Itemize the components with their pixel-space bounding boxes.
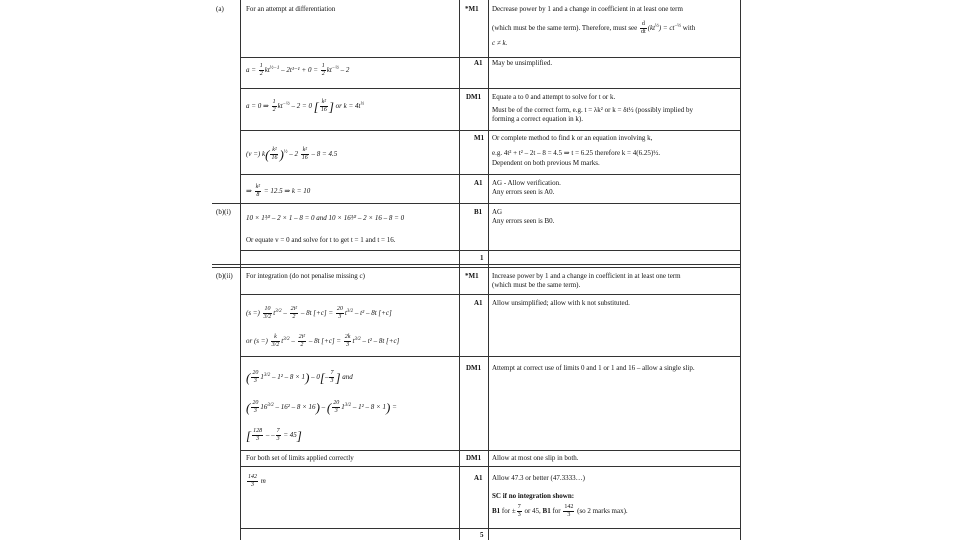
a-row2-mark: A1 bbox=[474, 59, 483, 67]
row-divider bbox=[240, 174, 740, 175]
a-row1-work: For an attempt at differentiation bbox=[246, 5, 336, 13]
bii-row3-mark: DM1 bbox=[466, 364, 482, 372]
bi-total: 1 bbox=[480, 254, 484, 262]
a-row2-work: a = $\frac{1}{2}$ $kt^{\frac{1}{2}-1} - 2t^{1-1} + 0$ = $\frac{1}{2}$ $kt^{-\frac{1}{2}} - 2$ bbox=[246, 63, 350, 77]
row-divider bbox=[240, 250, 740, 251]
bii-row3-guidance: Attempt at correct use of limits 0 and 1 or 1 and 16 – allow a single slip. bbox=[492, 364, 695, 372]
bii-row3-work-1: ( $\frac{20}{3}$ $1^{3/2} - 1^2 - 8 \times 1) - 0[-$ $\frac{7}{3}$ ] and bbox=[246, 370, 353, 385]
a-row1-guidance-2: (which must be the same term). Therefore, must see $\frac{d}{dt}$ $(kt^{\frac{1}{2}}) = ct^{-\frac{1}{2}}$ with bbox=[492, 21, 696, 35]
row-divider bbox=[212, 267, 740, 268]
bii-row4-mark: DM1 bbox=[466, 454, 482, 462]
a-row5-guidance-1: AG - Allow verification. bbox=[492, 179, 561, 187]
guidance-text: (which must be the same term). Therefore, must see bbox=[492, 24, 638, 33]
part-label-a: (a) bbox=[216, 5, 224, 13]
divider-right-edge bbox=[740, 0, 741, 540]
row-divider bbox=[240, 466, 740, 467]
bii-row1-work: For integration (do not penalise missing c) bbox=[246, 272, 365, 280]
part-label-bii: (b)(ii) bbox=[216, 272, 233, 280]
a-row3-guidance-2: Must be of the correct form, e.g. t = λk² or k = δt½ (possibly implied by bbox=[492, 106, 693, 114]
row-divider bbox=[212, 264, 740, 265]
a-row3-mark: DM1 bbox=[466, 93, 482, 101]
bii-row1-guidance-2: (which must be the same term). bbox=[492, 281, 581, 289]
bii-row2-guidance: Allow unsimplified; allow with k not substituted. bbox=[492, 299, 630, 307]
a-row4-guidance-2: e.g. 4t² + t² – 2t – 8 = 4.5 ⇒ t = 6.25 therefore k = 4(6.25)½. bbox=[492, 149, 661, 157]
row-divider bbox=[212, 203, 740, 204]
a-row4-work: (v =) k( $\frac{\text{k²}}{16}$ )$^{\frac{1}{2}}$ – 2 $\frac{\text{k²}}{16}$ – 8 = 4.5 bbox=[246, 147, 338, 162]
row-divider bbox=[240, 294, 740, 295]
a-row5-guidance-2: Any errors seen is A0. bbox=[492, 188, 555, 196]
row-divider bbox=[240, 450, 740, 451]
row-divider bbox=[240, 356, 740, 357]
divider-mark-left bbox=[459, 0, 460, 540]
a-row1-guidance-1: Decrease power by 1 and a change in coefficient in at least one term bbox=[492, 5, 683, 13]
divider-mark-right bbox=[488, 0, 489, 540]
a-row5-work: ⇒ $\frac{\text{k²}}{8}$ = 12.5 ⇒ k = 10 bbox=[246, 184, 311, 198]
bi-work-2: Or equate v = 0 and solve for t to get t = 1 and t = 16. bbox=[246, 236, 396, 244]
bi-mark: B1 bbox=[474, 208, 483, 216]
divider-work-left bbox=[240, 0, 241, 540]
a-row1-guidance-3: c ≠ k. bbox=[492, 39, 508, 47]
bii-row5-sc-detail: B1 for ± $\frac{7}{3}$ or 45, B1 for $\frac{142}{3}$ (so 2 marks max). bbox=[492, 504, 628, 518]
row-divider bbox=[240, 528, 740, 529]
guidance-math: (kt bbox=[647, 24, 656, 33]
a-row3-work: a = 0 ⇒ $\frac{1}{2}$ $kt^{-\frac{1}{2}} - 2 = 0$ [ $\frac{\text{k²}}{16}$ ] or $k = 4t^{\frac{1}{2}}$ bbox=[246, 99, 365, 114]
a-row4-mark: M1 bbox=[474, 134, 485, 142]
bii-row4-guidance: Allow at most one slip in both. bbox=[492, 454, 579, 462]
bii-row2-work-1: (s =) $\frac{10}{3/2}$ $t^{3/2}$ – $\frac{\text{2t²}}{2}$ – 8t [+c] = $\frac{20}{3}$ $t^{3/2} - t^2 - 8t$ [+c] bbox=[246, 306, 392, 320]
a-row3-guidance-1: Equate a to 0 and attempt to solve for t or k. bbox=[492, 93, 616, 101]
row-divider bbox=[240, 130, 740, 131]
a-row1-mark: *M1 bbox=[465, 5, 479, 13]
a-row2-guidance: May be unsimplified. bbox=[492, 59, 553, 67]
row-divider bbox=[240, 88, 740, 89]
bii-row2-work-2: or (s =) $\frac{k}{3/2}$ $t^{3/2}$ – $\frac{\text{2t²}}{2}$ – 8t [+c] = $\frac{2k}{3}$ $t^{3/2} - t^2 - 8t$ [+c] bbox=[246, 334, 400, 348]
bii-row1-guidance-1: Increase power by 1 and a change in coefficient in at least one term bbox=[492, 272, 681, 280]
bii-row2-mark: A1 bbox=[474, 299, 483, 307]
bii-total: 5 bbox=[480, 531, 484, 539]
bi-work-1: 10 × 1³⁄² – 2 × 1 – 8 = 0 and 10 × 16³⁄² – 2 × 16 – 8 = 0 bbox=[246, 214, 405, 222]
a-row5-mark: A1 bbox=[474, 179, 483, 187]
a-row3-guidance-3: forming a correct equation in k). bbox=[492, 115, 583, 123]
bii-row1-mark: *M1 bbox=[465, 272, 479, 280]
guidance-text: with bbox=[682, 24, 696, 33]
bii-row4-work: For both set of limits applied correctly bbox=[246, 454, 354, 462]
bii-row5-mark: A1 bbox=[474, 474, 483, 482]
fraction-d-dt: $\frac{d}{dt}$ bbox=[641, 21, 646, 35]
bii-row5-work: $\frac{142}{3}$ m bbox=[248, 474, 266, 488]
bi-guidance-2: Any errors seen is B0. bbox=[492, 217, 555, 225]
bi-guidance-1: AG bbox=[492, 208, 503, 216]
bii-row5-sc-heading: SC if no integration shown: bbox=[492, 492, 575, 500]
a-row4-guidance-1: Or complete method to find k or an equation involving k, bbox=[492, 134, 653, 142]
row-divider bbox=[240, 57, 740, 58]
part-label-bi: (b)(i) bbox=[216, 208, 231, 216]
a-row4-guidance-3: Dependent on both previous M marks. bbox=[492, 159, 600, 167]
bii-row5-guidance-1: Allow 47.3 or better (47.3333…) bbox=[492, 474, 585, 482]
guidance-math: ) = ct bbox=[658, 24, 675, 33]
bii-row3-work-2: ( $\frac{20}{3}$ $16^{3/2} - 16^2 - 8 \times 16$) – ( $\frac{20}{3}$ $1^{3/2} - 1^2 - 8 \times 1$) = bbox=[246, 400, 397, 415]
bii-row3-work-3: [ $\frac{128}{3}$ – – $\frac{7}{3}$ = 45] bbox=[246, 428, 302, 443]
